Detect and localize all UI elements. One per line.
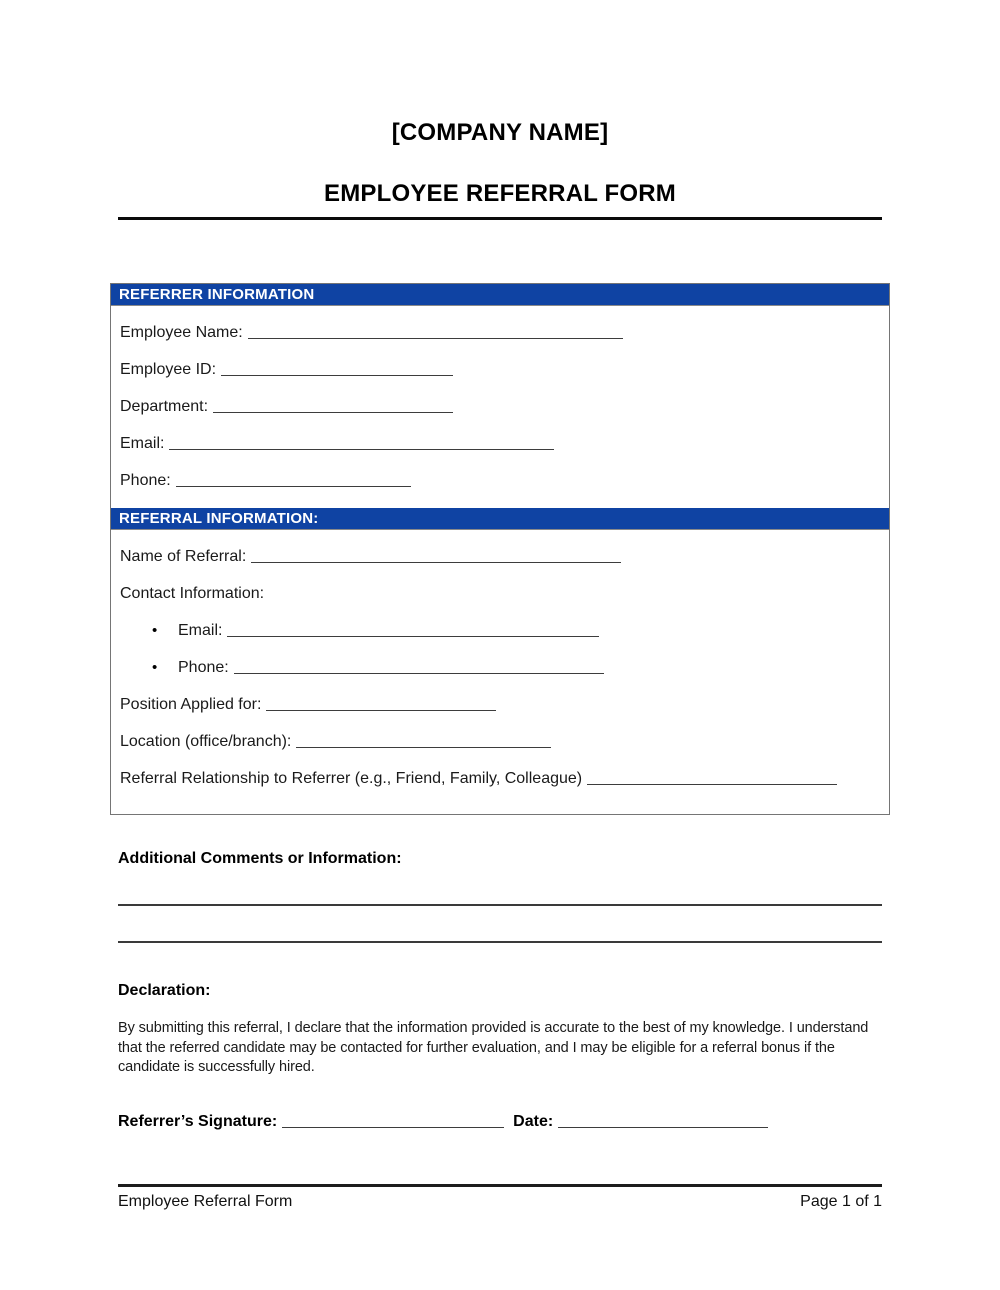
field-label-referral-phone: Phone: — [178, 659, 229, 676]
form-box — [110, 283, 890, 815]
field-label-relationship: Referral Relationship to Referrer (e.g., Friend, Family, Colleague) — [120, 770, 583, 787]
field-label-employee-id: Employee ID: — [120, 361, 217, 378]
declaration-text: By submitting this referral, I declare that the information provided is accurate to the best of my knowledge. I understand that the referred candidate may be contacted for further evaluation, and I may be eligible for a referral bonus if the candidate is successfully hired. — [118, 1020, 869, 1075]
field-row-employee-id — [111, 360, 889, 380]
signature-blank[interactable] — [282, 1115, 504, 1128]
date-blank[interactable] — [558, 1115, 768, 1128]
field-label-position-applied: Position Applied for: — [120, 696, 262, 713]
field-label-location: Location (office/branch): — [120, 733, 292, 750]
referral-section-header: REFERRAL INFORMATION: — [111, 508, 889, 530]
field-row-location — [111, 732, 889, 752]
bullet-marker: • — [152, 622, 158, 639]
signature-label: Referrer’s Signature: — [118, 1113, 278, 1130]
employee-id-blank[interactable] — [221, 363, 453, 376]
footer-divider — [118, 1184, 882, 1187]
footer-document-name: Employee Referral Form — [118, 1193, 293, 1210]
referral-email-blank[interactable] — [227, 624, 599, 637]
title-divider — [118, 217, 882, 220]
department-blank[interactable] — [213, 400, 453, 413]
comments-blank-line-2[interactable] — [118, 941, 882, 943]
field-row-referral-phone — [111, 658, 889, 678]
field-label-name-of-referral: Name of Referral: — [120, 548, 247, 565]
field-row-phone — [111, 471, 889, 491]
comments-heading: Additional Comments or Information: — [118, 850, 402, 867]
location-blank[interactable] — [296, 735, 551, 748]
employee-name-blank[interactable] — [248, 326, 623, 339]
footer-page-number: Page 1 of 1 — [800, 1193, 882, 1210]
referrer-section-header: REFERRER INFORMATION — [111, 284, 889, 306]
field-label-contact-information: Contact Information: — [120, 585, 265, 602]
field-label-phone: Phone: — [120, 472, 171, 489]
relationship-blank[interactable] — [587, 772, 837, 785]
name-of-referral-blank[interactable] — [251, 550, 621, 563]
field-row-name-of-referral — [111, 547, 889, 567]
email-blank[interactable] — [169, 437, 554, 450]
form-title: EMPLOYEE REFERRAL FORM — [324, 180, 676, 207]
field-row-email — [111, 434, 889, 454]
bullet-marker: • — [152, 659, 158, 676]
comments-blank-line-1[interactable] — [118, 904, 882, 906]
field-label-referral-email: Email: — [178, 622, 223, 639]
field-label-department: Department: — [120, 398, 209, 415]
date-label: Date: — [513, 1113, 554, 1130]
field-row-position-applied — [111, 695, 889, 715]
phone-blank[interactable] — [176, 474, 411, 487]
declaration-heading: Declaration: — [118, 982, 211, 999]
company-name-title: [COMPANY NAME] — [391, 119, 609, 146]
footer — [118, 1193, 882, 1211]
field-row-department — [111, 397, 889, 417]
field-row-contact-information — [111, 584, 889, 604]
field-label-email: Email: — [120, 435, 165, 452]
field-row-employee-name — [111, 323, 889, 343]
referral-phone-blank[interactable] — [234, 661, 604, 674]
field-row-referral-email — [111, 621, 889, 641]
field-row-relationship — [111, 769, 889, 789]
field-label-employee-name: Employee Name: — [120, 324, 243, 341]
signature-row — [118, 1112, 768, 1132]
position-applied-blank[interactable] — [266, 698, 496, 711]
